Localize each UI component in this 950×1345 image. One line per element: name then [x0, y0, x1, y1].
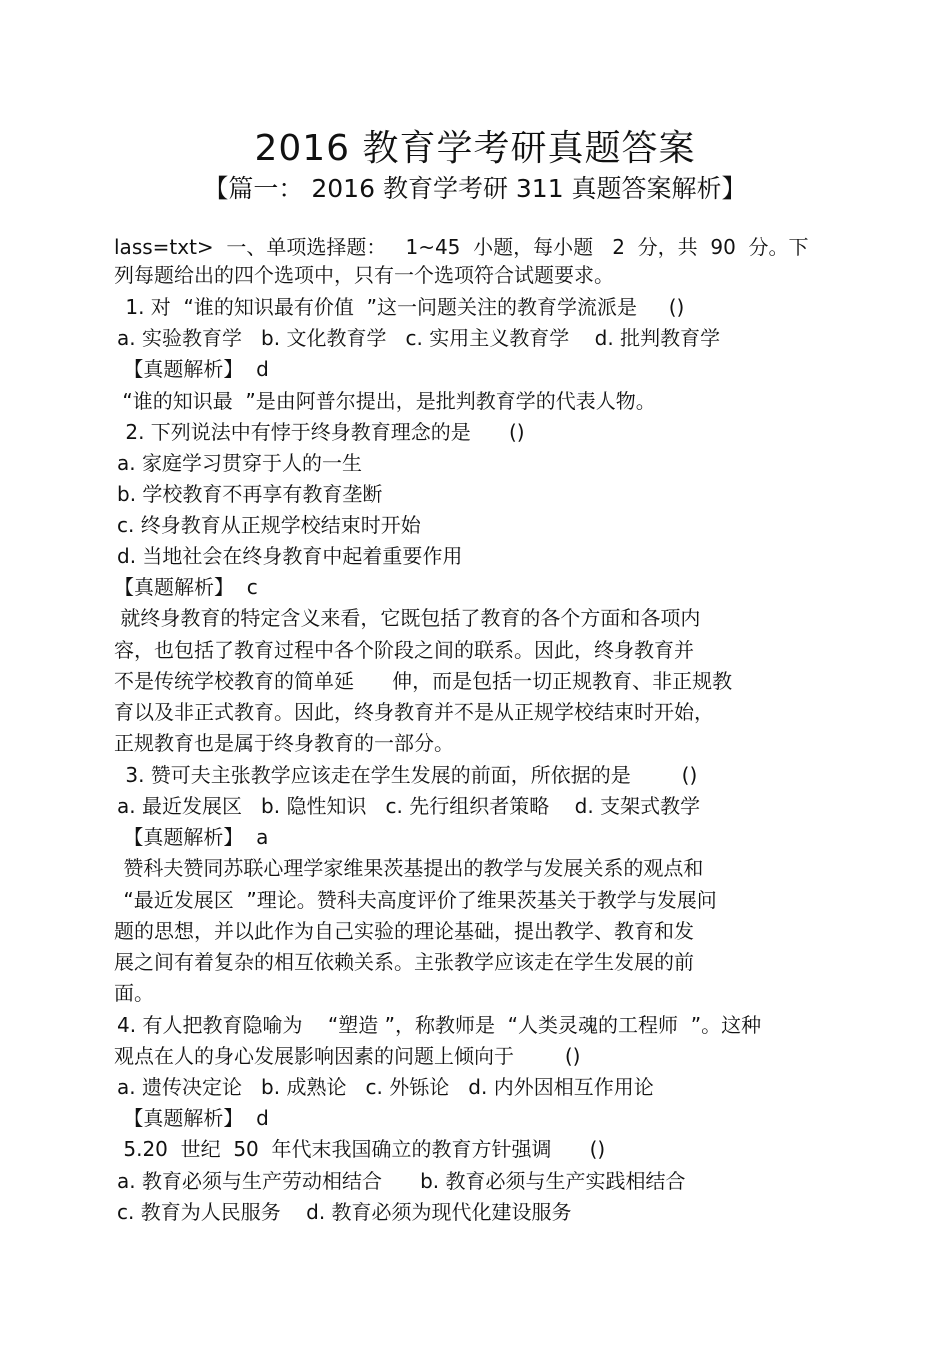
body-line: 正规教育也是属于终身教育的一部分。 — [114, 731, 454, 755]
body-line: 【真题解析】 a — [117, 825, 269, 849]
body-line: 题的思想，并以此作为自己实验的理论基础，提出教学、教育和发 — [114, 919, 694, 943]
body-line: d. 当地社会在终身教育中起着重要作用 — [117, 544, 463, 568]
body-line: a. 家庭学习贯穿于人的一生 — [117, 451, 362, 475]
body-line: 3. 赞可夫主张教学应该走在学生发展的前面，所依据的是 () — [119, 763, 698, 787]
body-line: 2. 下列说法中有悖于终身教育理念的是 () — [119, 420, 525, 444]
body-line: 【真题解析】 d — [117, 357, 269, 381]
body-line: a. 最近发展区 b. 隐性知识 c. 先行组织者策略 d. 支架式教学 — [117, 794, 701, 818]
body-line: lass=txt> 一、单项选择题： 1~45 小题，每小题 2 分，共 90 分。下 — [114, 235, 809, 259]
body-line: 观点在人的身心发展影响因素的问题上倾向于 () — [114, 1044, 581, 1068]
body-line: 不是传统学校教育的简单延 伸，而是包括一切正规教育、非正规教 — [114, 669, 733, 693]
body-line: 列每题给出的四个选项中，只有一个选项符合试题要求。 — [114, 263, 614, 287]
body-line: c. 教育为人民服务 d. 教育必须为现代化建设服务 — [117, 1200, 572, 1224]
body-line: a. 教育必须与生产劳动相结合 b. 教育必须与生产实践相结合 — [117, 1169, 686, 1193]
body-line: “谁的知识最 ”是由阿普尔提出，是批判教育学的代表人物。 — [116, 389, 656, 413]
body-line: “最近发展区 ”理论。赞科夫高度评价了维果茨基关于教学与发展问 — [117, 888, 717, 912]
body-line: 【真题解析】 d — [117, 1106, 269, 1130]
body-line: 就终身教育的特定含义来看，它既包括了教育的各个方面和各项内 — [114, 606, 701, 630]
document-title: 2016 教育学考研真题答案 — [254, 128, 696, 169]
document-subtitle: 【篇一： 2016 教育学考研 311 真题答案解析】 — [203, 174, 747, 203]
body-line: 4. 有人把教育隐喻为 “塑造 ”，称教师是 “人类灵魂的工程师 ”。这种 — [117, 1013, 762, 1037]
body-line: 育以及非正式教育。因此，终身教育并不是从正规学校结束时开始， — [114, 700, 714, 724]
body-line: 容，也包括了教育过程中各个阶段之间的联系。因此，终身教育并 — [114, 638, 694, 662]
body-line: a. 遗传决定论 b. 成熟论 c. 外铄论 d. 内外因相互作用论 — [117, 1075, 654, 1099]
body-line: c. 终身教育从正规学校结束时开始 — [117, 513, 421, 537]
body-line: 【真题解析】 c — [114, 575, 258, 599]
body-line: b. 学校教育不再享有教育垄断 — [117, 482, 383, 506]
body-line: 1. 对 “谁的知识最有价值 ”这一问题关注的教育学流派是 () — [119, 295, 685, 319]
body-line: 5.20 世纪 50 年代末我国确立的教育方针强调 () — [117, 1137, 606, 1161]
body-line: 展之间有着复杂的相互依赖关系。主张教学应该走在学生发展的前 — [114, 950, 694, 974]
body-line: 面。 — [114, 981, 154, 1005]
body-line: 赞科夫赞同苏联心理学家维果茨基提出的教学与发展关系的观点和 — [117, 856, 704, 880]
body-line: a. 实验教育学 b. 文化教育学 c. 实用主义教育学 d. 批判教育学 — [117, 326, 721, 350]
